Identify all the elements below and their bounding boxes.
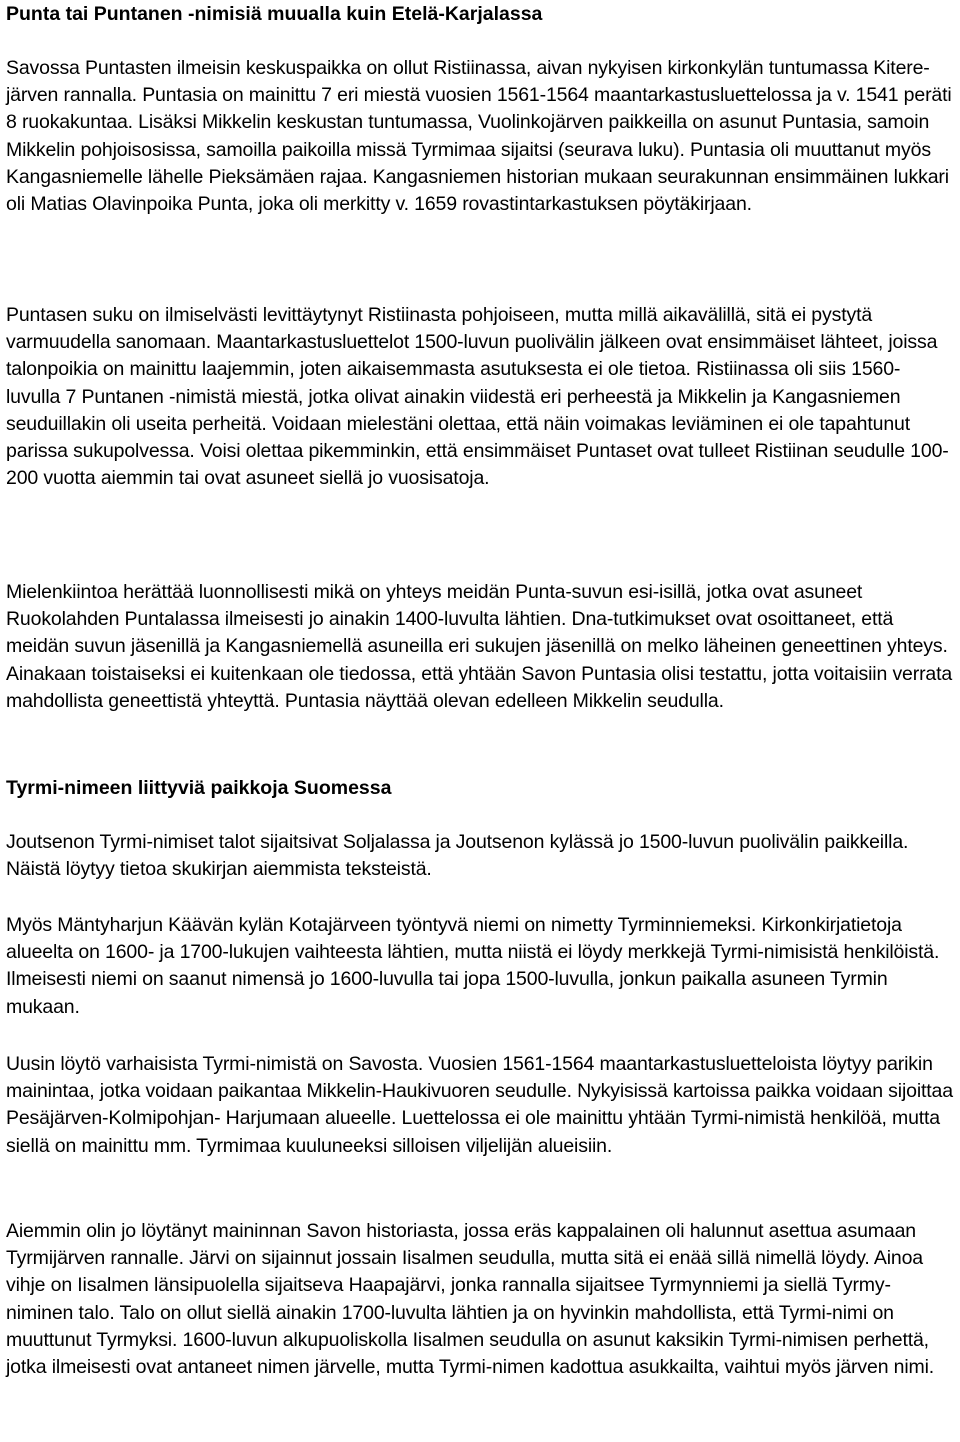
paragraph: Uusin löytö varhaisista Tyrmi-nimistä on Savosta. Vuosien 1561-1564 maantarkastusluetteloista löytyy parikin mainintaa, jotka voidaan paikantaa Mikkelin-Haukivuoren seudulle. Nykyisissä kartoissa paikka voidaan sijoittaa Pesäjärven-Kolmipohjan- Harjumaan alueelle. Luettelossa ei ole mainittu yhtään Tyrmi-nimistä henkilöä, mutta siellä on mainittu mm. Tyrmimaa kuuluneeksi silloisen viljelijän alueisiin. <box>6 1053 953 1157</box>
paragraph: Joutsenon Tyrmi-nimiset talot sijaitsivat Soljalassa ja Joutsenon kylässä jo 1500-luvun puolivälin paikkeilla. Näistä löytyy tietoa skukirjan aiemmista teksteistä. <box>6 831 909 881</box>
paragraph: Savossa Puntasten ilmeisin keskuspaikka on ollut Ristiinassa, aivan nykyisen kirkonkylän tuntumassa Kitere-järven rannalla. Puntasia on mainittu 7 eri miestä vuosien 1561-1564 maantarkastusluettelossa ja v. 1541 peräti 8 ruokakuntaa. Lisäksi Mikkelin keskustan tuntumassa, Vuolinkojärven paikkeilla on asunut Puntasia, samoin Mikkelin pohjoisosissa, samoilla paikoilla missä Tyrmimaa sijaitsi (seurava luku). Puntasia oli muuttanut myös Kangasniemelle lähelle Pieksämäen rajaa. Kangasniemen historian mukaan seurakunnan ensimmäinen lukkari oli Matias Olavinpoika Punta, joka oli merkitty v. 1659 rovastintarkastuksen pöytäkirjaan. <box>6 57 952 216</box>
paragraph: Mielenkiintoa herättää luonnollisesti mikä on yhteys meidän Punta-suvun esi-isillä, jotka ovat asuneet Ruokolahden Puntalassa ilmeisesti jo ainakin 1400-luvulta lähtien. Dna-tutkimukset ovat osoittaneet, että meidän suvun jäsenillä ja Kangasniemellä asuneilla eri sukujen jäsenillä on melko läheinen geneettinen yhteys. Ainakaan toistaiseksi ei kuitenkaan ole tiedossa, että yhtään Savon Puntasia olisi testattu, jotta voitaisiin verrata mahdollista geneettistä yhteyttä. Puntasia näyttää olevan edelleen Mikkelin seudulla. <box>6 581 953 712</box>
section-heading-tyrmi: Tyrmi-nimeen liittyviä paikkoja Suomessa <box>6 777 392 799</box>
paragraph: Aiemmin olin jo löytänyt maininnan Savon historiasta, jossa eräs kappalainen oli halunnut asettua asumaan Tyrmijärven rannalle. Järvi on sijainnut jossain Iisalmen seudulla, mutta sitä ei enää sillä nimellä löydy. Ainoa vihje on Iisalmen länsipuolella sijaitseva Haapajärvi, jonka rannalla sijaitsee Tyrmynniemi ja siellä Tyrmy-niminen talo. Talo on ollut siellä ainakin 1700-luvulta lähtien ja on hyvinkin mahdollista, että Tyrmi-nimi on muuttunut Tyrmyksi. 1600-luvun alkupuoliskolla Iisalmen seudulla on asunut kaksikin Tyrmi-nimisen perhettä, jotka ilmeisesti ovat antaneet nimen järvelle, mutta Tyrmi-nimen kadottua asukkailta, vaihtui myös järven nimi. <box>6 1220 935 1379</box>
paragraph: Puntasen suku on ilmiselvästi levittäytynyt Ristiinasta pohjoiseen, mutta millä aikavälillä, sitä ei pystytä varmuudella sanomaan. Maantarkastusluettelot 1500-luvun puolivälin jälkeen ovat ensimmäiset lähteet, joissa talonpoikia on mainittu laajemmin, joten aikaisemmasta asutuksesta ei ole tietoa. Ristiinassa oli siis 1560-luvulla 7 Puntanen -nimistä miestä, jotka olivat ainakin viidestä eri perheestä ja Mikkelin ja Kangasniemen seuduillakin oli useita perheitä. Voidaan mielestäni olettaa, että näin voimakas leviäminen ei ole tapahtunut parissa sukupolvessa. Voisi olettaa pikemminkin, että ensimmäiset Puntaset ovat tulleet Ristiinan seudulle 100-200 vuotta aiemmin tai ovat asuneet siellä jo vuosisatoja. <box>6 304 949 490</box>
section-heading-punta: Punta tai Puntanen -nimisiä muualla kuin Etelä-Karjalassa <box>6 3 543 25</box>
paragraph: Myös Mäntyharjun Käävän kylän Kotajärveen työntyvä niemi on nimetty Tyrminniemeksi. Kirkonkirjatietoja alueelta on 1600- ja 1700-lukujen vaihteesta lähtien, mutta niistä ei löydy merkkejä Tyrmi-nimisistä henkilöistä. Ilmeisesti niemi on saanut nimensä jo 1600-luvulla tai jopa 1500-luvulla, jonkun paikalla asuneen Tyrmin mukaan. <box>6 914 940 1018</box>
